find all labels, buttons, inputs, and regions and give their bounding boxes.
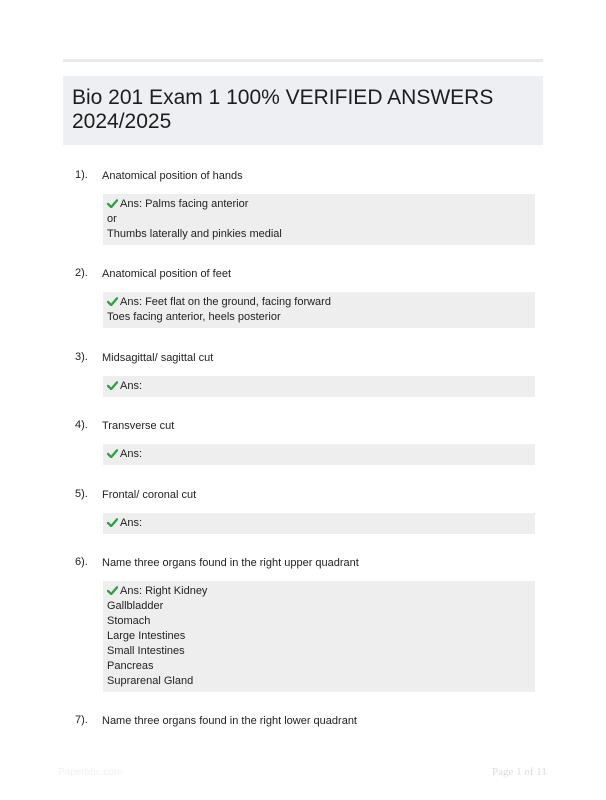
answer-box bbox=[103, 513, 535, 534]
answer-line: Ans: bbox=[120, 380, 143, 392]
answer-line: Gallbladder bbox=[107, 600, 164, 612]
answer-line: Ans: bbox=[120, 448, 143, 460]
top-divider bbox=[63, 59, 543, 62]
question-text: Frontal/ coronal cut bbox=[102, 489, 197, 501]
checkmark-icon bbox=[107, 199, 118, 208]
answer-line: Stomach bbox=[107, 615, 151, 627]
answer-line: Small Intestines bbox=[107, 645, 185, 657]
question-number: 4). bbox=[75, 419, 88, 431]
checkmark-icon bbox=[107, 518, 118, 527]
answer-box bbox=[103, 376, 535, 397]
question-text: Midsagittal/ sagittal cut bbox=[102, 352, 214, 364]
answer-line: or bbox=[107, 213, 117, 225]
answer-line: Toes facing anterior, heels posterior bbox=[107, 311, 281, 323]
checkmark-icon bbox=[107, 586, 118, 595]
page-number: Page 1 of 11 bbox=[492, 766, 547, 778]
question-text: Transverse cut bbox=[102, 420, 175, 432]
answer-line: Suprarenal Gland bbox=[107, 675, 194, 687]
answer-line: Ans: Palms facing anterior bbox=[120, 198, 249, 210]
answer-box bbox=[103, 292, 535, 328]
title-banner bbox=[63, 76, 543, 145]
answer-line: Thumbs laterally and pinkies medial bbox=[107, 228, 282, 240]
question-text: Name three organs found in the right lower quadrant bbox=[102, 715, 357, 727]
question-number: 2). bbox=[75, 267, 88, 279]
answer-line: Ans: Feet flat on the ground, facing forward bbox=[120, 296, 331, 308]
question-number: 5). bbox=[75, 488, 88, 500]
page-title: Bio 201 Exam 1 100% VERIFIED ANSWERS 2024/2025 bbox=[72, 86, 494, 133]
question-number: 3). bbox=[75, 351, 88, 363]
question-text: Anatomical position of feet bbox=[102, 268, 232, 280]
question-number: 7). bbox=[75, 714, 88, 726]
question-text: Name three organs found in the right upper quadrant bbox=[102, 557, 359, 569]
footer-watermark: Paperbbc.com bbox=[58, 767, 123, 778]
answer-line: Pancreas bbox=[107, 660, 154, 672]
checkmark-icon bbox=[107, 297, 118, 306]
question-number: 6). bbox=[75, 556, 88, 568]
checkmark-icon bbox=[107, 381, 118, 390]
answer-line: Ans: Right Kidney bbox=[120, 585, 208, 597]
question-number: 1). bbox=[75, 169, 88, 181]
checkmark-icon bbox=[107, 449, 118, 458]
question-text: Anatomical position of hands bbox=[102, 170, 243, 182]
answer-box bbox=[103, 194, 535, 245]
answer-box bbox=[103, 581, 535, 692]
answer-line: Large Intestines bbox=[107, 630, 186, 642]
answer-line: Ans: bbox=[120, 517, 143, 529]
answer-box bbox=[103, 444, 535, 465]
